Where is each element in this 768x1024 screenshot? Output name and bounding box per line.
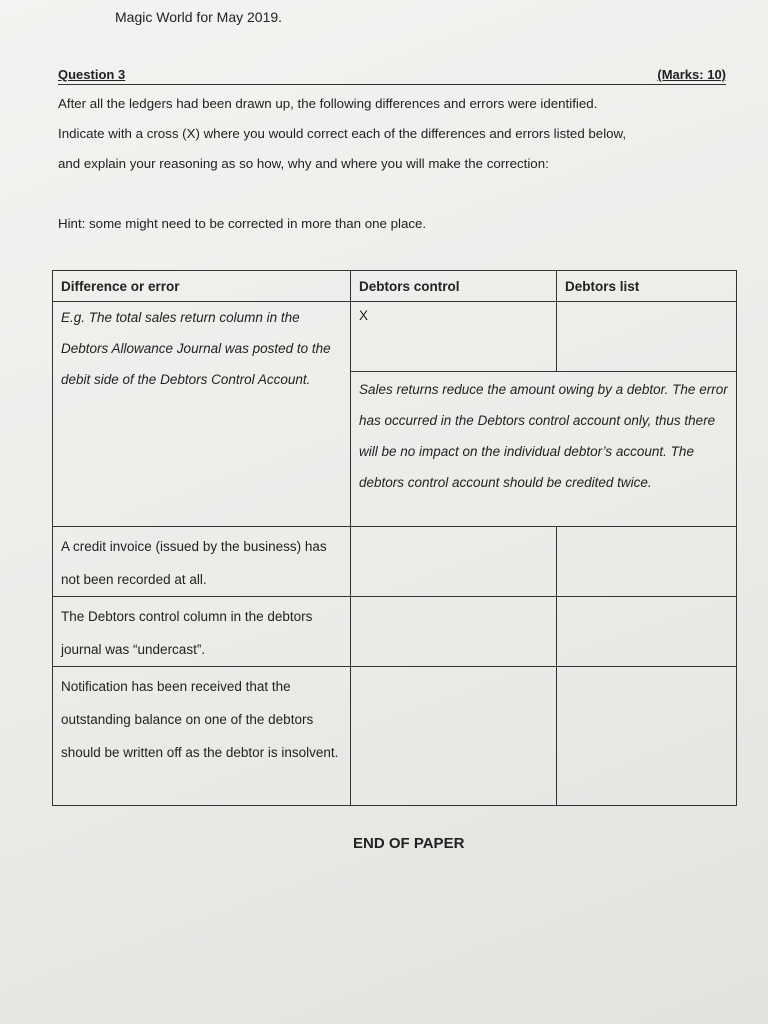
example-list-mark[interactable] bbox=[557, 302, 737, 372]
instruction-line-1: After all the ledgers had been drawn up, the following differences and errors were identified. bbox=[58, 96, 598, 111]
corrections-table bbox=[52, 270, 737, 806]
instruction-line-2: Indicate with a cross (X) where you would correct each of the differences and errors listed below, bbox=[58, 126, 627, 141]
end-of-paper: END OF PAPER bbox=[353, 835, 465, 852]
debtors-list-cell[interactable] bbox=[557, 667, 737, 806]
question-marks: (Marks: 10) bbox=[657, 67, 726, 82]
example-control-mark[interactable]: X bbox=[351, 302, 557, 372]
question-heading bbox=[58, 67, 726, 85]
header-debtors-control: Debtors control bbox=[351, 271, 557, 302]
example-row bbox=[53, 302, 737, 372]
instruction-line-3: and explain your reasoning as so how, why and where you will make the correction: bbox=[58, 156, 549, 171]
example-error-cell: E.g. The total sales return column in the Debtors Allowance Journal was posted to the debit side of the Debtors Control Account. bbox=[53, 302, 351, 527]
error-description: Notification has been received that the outstanding balance on one of the debtors should be written off as the debtor is insolvent. bbox=[53, 667, 351, 806]
header-debtors-list: Debtors list bbox=[557, 271, 737, 302]
debtors-list-cell[interactable] bbox=[557, 527, 737, 597]
question-label: Question 3 bbox=[58, 67, 126, 82]
debtors-control-cell[interactable] bbox=[351, 667, 557, 806]
table-row bbox=[53, 667, 737, 806]
table-row bbox=[53, 597, 737, 667]
hint-text: Hint: some might need to be corrected in more than one place. bbox=[58, 216, 427, 231]
debtors-control-cell[interactable] bbox=[351, 597, 557, 667]
error-description: The Debtors control column in the debtors journal was “undercast”. bbox=[53, 597, 351, 667]
debtors-list-cell[interactable] bbox=[557, 597, 737, 667]
example-explanation: Sales returns reduce the amount owing by a debtor. The error has occurred in the Debtors control account only, thus there will be no impact on the individual debtor’s account. The debtors control account should be credited twice. bbox=[351, 372, 737, 527]
document-title: Magic World for May 2019. bbox=[115, 9, 283, 25]
table-header-row bbox=[53, 271, 737, 302]
header-difference-or-error: Difference or error bbox=[53, 271, 351, 302]
error-description: A credit invoice (issued by the business) has not been recorded at all. bbox=[53, 527, 351, 597]
debtors-control-cell[interactable] bbox=[351, 527, 557, 597]
table-row bbox=[53, 527, 737, 597]
